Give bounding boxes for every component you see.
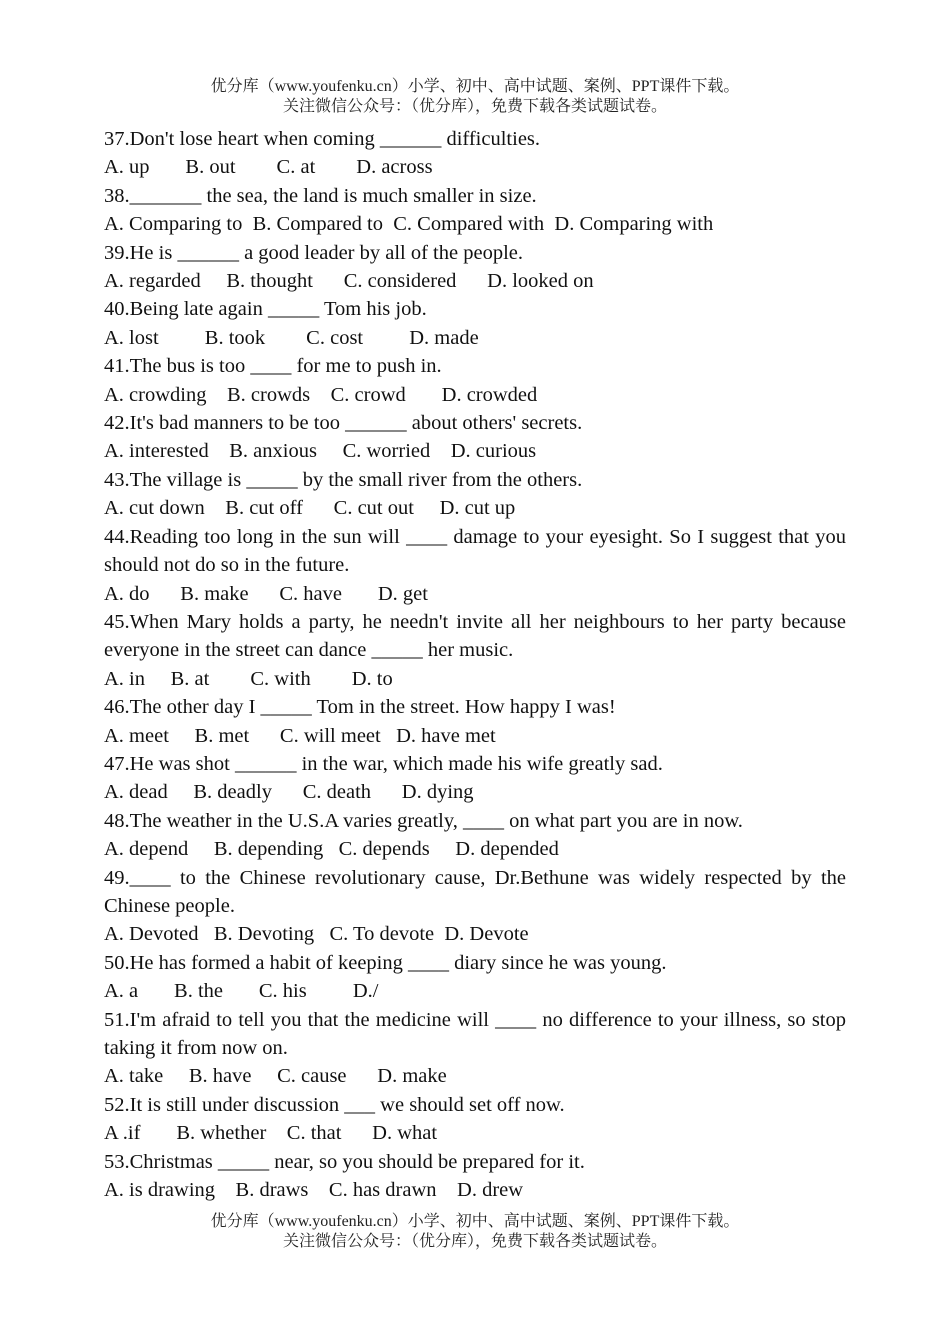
question-item [104, 750, 846, 807]
answer-options: A. crowding B. crowds C. crowd D. crowded [104, 383, 538, 406]
answer-options: A. Comparing to B. Compared to C. Compared with D. Comparing with [104, 213, 714, 236]
answer-options: A. a B. the C. his D./ [104, 980, 379, 1003]
answer-options: A. Devoted B. Devoting C. To devote D. Devote [104, 923, 529, 946]
question-stem: 39.He is ______ a good leader by all of the people. [104, 241, 523, 264]
question-stem: 38._______ the sea, the land is much smaller in size. [104, 184, 537, 207]
question-item [104, 182, 846, 239]
question-item [104, 608, 846, 693]
question-item [104, 1091, 846, 1148]
question-stem: 47.He was shot ______ in the war, which made his wife greatly sad. [104, 752, 663, 775]
question-stem: 43.The village is _____ by the small river from the others. [104, 468, 583, 491]
question-item [104, 1148, 846, 1205]
answer-options: A. interested B. anxious C. worried D. curious [104, 440, 537, 463]
question-stem: 46.The other day I _____ Tom in the street. How happy I was! [104, 696, 616, 719]
header-line-2: 关注微信公众号：（优分库），免费下载各类试题试卷。 [282, 98, 667, 115]
answer-options: A. is drawing B. draws C. has drawn D. drew [104, 1179, 524, 1202]
question-list [104, 125, 846, 1204]
question-item [104, 352, 846, 409]
answer-options: A. regarded B. thought C. considered D. looked on [104, 270, 594, 293]
question-item [104, 523, 846, 608]
answer-options: A. depend B. depending C. depends D. depended [104, 838, 559, 861]
question-item [104, 1006, 846, 1091]
question-item [104, 125, 846, 182]
answer-options: A. take B. have C. cause D. make [104, 1065, 447, 1088]
answer-options: A. dead B. deadly C. death D. dying [104, 781, 474, 804]
answer-options: A. in B. at C. with D. to [104, 667, 393, 690]
question-stem: 52.It is still under discussion ___ we should set off now. [104, 1093, 565, 1116]
footer-line-2: 关注微信公众号：（优分库），免费下载各类试题试卷。 [282, 1233, 667, 1250]
question-item [104, 295, 846, 352]
question-item [104, 693, 846, 750]
question-item [104, 807, 846, 864]
question-stem: 53.Christmas _____ near, so you should be prepared for it. [104, 1150, 585, 1173]
question-item [104, 239, 846, 296]
question-item [104, 864, 846, 949]
question-stem: 48.The weather in the U.S.A varies greatly, ____ on what part you are in now. [104, 809, 743, 832]
question-stem: 40.Being late again _____ Tom his job. [104, 298, 427, 321]
question-stem: 45.When Mary holds a party, he needn't invite all her neighbours to her party because everyone in the street can dance _____ her music. [104, 610, 846, 662]
question-item [104, 409, 846, 466]
answer-options: A. up B. out C. at D. across [104, 156, 433, 179]
question-stem: 50.He has formed a habit of keeping ____ diary since he was young. [104, 951, 667, 974]
header-line-1: 优分库（www.youfenku.cn）小学、初中、高中试题、案例、PPT课件下载。 [210, 78, 740, 95]
question-stem: 42.It's bad manners to be too ______ about others' secrets. [104, 412, 583, 435]
question-stem: 49.____ to the Chinese revolutionary cause, Dr.Bethune was widely respected by the Chinese people. [104, 866, 846, 917]
page-footer [0, 1212, 950, 1252]
answer-options: A. meet B. met C. will meet D. have met [104, 724, 496, 747]
footer-line-1: 优分库（www.youfenku.cn）小学、初中、高中试题、案例、PPT课件下载。 [210, 1213, 740, 1230]
question-item [104, 949, 846, 1006]
answer-options: A. do B. make C. have D. get [104, 582, 428, 605]
question-stem: 44.Reading too long in the sun will ____ damage to your eyesight. So I suggest that you should not do so in the future. [104, 525, 846, 577]
question-stem: 51.I'm afraid to tell you that the medicine will ____ no difference to your illness, so stop taking it from now on. [104, 1008, 846, 1059]
answer-options: A .if B. whether C. that D. what [104, 1122, 438, 1145]
answer-options: A. lost B. took C. cost D. made [104, 326, 479, 349]
page-header [0, 77, 950, 117]
question-stem: 37.Don't lose heart when coming ______ difficulties. [104, 128, 541, 150]
question-stem: 41.The bus is too ____ for me to push in. [104, 355, 442, 378]
question-item [104, 466, 846, 523]
answer-options: A. cut down B. cut off C. cut out D. cut up [104, 497, 516, 520]
